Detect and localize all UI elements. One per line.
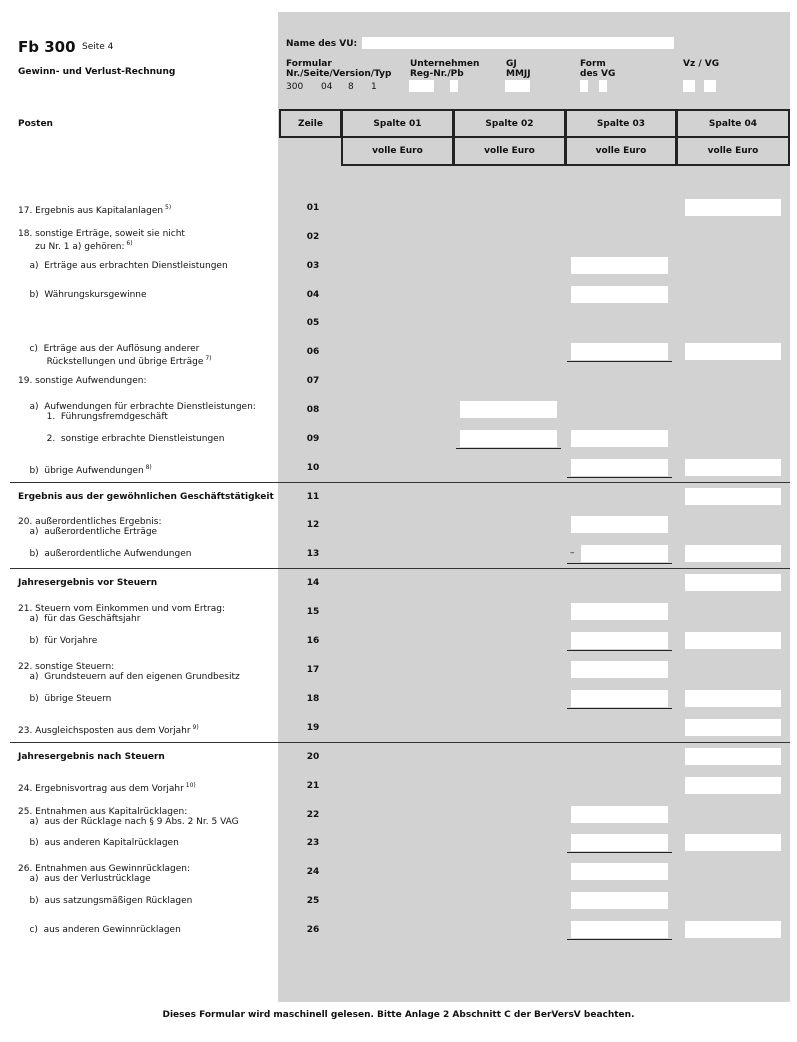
formular-value-nr: 300 [286,82,304,92]
spalte04-header: Spalte 04 [676,109,790,138]
row-label-08: a) Aufwendungen für erbrachte Dienstleistungen: 1. Führungsfremdgeschäft [18,402,256,422]
sum-underline-06 [567,361,672,362]
input-row13-spalte04[interactable] [685,545,781,562]
row-label-14: Jahresergebnis vor Steuern [18,578,158,588]
row-number-04: 04 [306,290,320,300]
input-row10-spalte03[interactable] [571,459,668,476]
input-row10-spalte04[interactable] [685,459,781,476]
input-row17-spalte03[interactable] [571,661,668,678]
input-row26-spalte03[interactable] [571,921,668,938]
row-label-17: 22. sonstige Steuern: a) Grundsteuern auf den eigenen Grundbesitz [18,662,240,682]
sum-underline-26 [567,939,672,940]
row-number-23: 23 [306,838,320,848]
spalte04-unit: volle Euro [676,138,790,166]
input-row20-spalte04[interactable] [685,748,781,765]
row-label-23: b) aus anderen Kapitalrücklagen [18,838,179,848]
row-label-18: b) übrige Steuern [18,694,112,704]
sum-underline-18 [567,708,672,709]
row-label-16: b) für Vorjahre [18,636,98,646]
input-row09-spalte03[interactable] [571,430,668,447]
posten-header: Posten [18,119,53,129]
input-row19-spalte04[interactable] [685,719,781,736]
spalte03-header: Spalte 03 [565,109,677,138]
name-label: Name des VU: [286,39,358,49]
section-separator [10,742,790,743]
sum-underline-10 [567,477,672,478]
row-label-13: b) außerordentliche Aufwendungen [18,549,192,559]
footer-note: Dieses Formular wird maschinell gelesen. Bitte Anlage 2 Abschnitt C der BerVersV beachten. [162,1010,635,1020]
minus-sign: – [570,548,575,558]
unternehmen-label: Unternehmen Reg-Nr./Pb [410,59,480,79]
form-vg-label: Form des VG [580,59,616,79]
row-number-13: 13 [306,549,320,559]
input-row23-spalte04[interactable] [685,834,781,851]
row-number-06: 06 [306,347,320,357]
vg-input[interactable] [704,80,716,92]
formular-value-typ: 1 [371,82,377,92]
input-row12-spalte03[interactable] [571,516,668,533]
input-row08-spalte02[interactable] [460,401,557,418]
input-row18-spalte04[interactable] [685,690,781,707]
form-code: Fb 300 [18,38,76,56]
form-vg-input-2[interactable] [599,80,607,92]
input-row23-spalte03[interactable] [571,834,668,851]
row-number-10: 10 [306,463,320,473]
row-number-15: 15 [306,607,320,617]
formular-value-version: 8 [348,82,354,92]
row-label-12: 20. außerordentliches Ergebnis: a) außerordentliche Erträge [18,517,162,537]
row-number-20: 20 [306,752,320,762]
input-row13-spalte03[interactable] [581,545,668,562]
row-label-21: 24. Ergebnisvortrag aus dem Vorjahr $^{10)}$ [18,782,196,794]
row-number-02: 02 [306,232,320,242]
row-label-04: b) Währungskursgewinne [18,290,147,300]
input-row09-spalte02[interactable] [460,430,557,447]
input-row16-spalte04[interactable] [685,632,781,649]
row-label-22: 25. Entnahmen aus Kapitalrücklagen: a) aus der Rücklage nach § 9 Abs. 2 Nr. 5 VAG [18,807,239,827]
row-number-18: 18 [306,694,320,704]
spalte01-unit: volle Euro [341,138,454,166]
row-number-25: 25 [306,896,320,906]
input-row21-spalte04[interactable] [685,777,781,794]
input-row11-spalte04[interactable] [685,488,781,505]
row-number-14: 14 [306,578,320,588]
form-vg-input-1[interactable] [580,80,588,92]
input-row18-spalte03[interactable] [571,690,668,707]
zeile-header: Zeile [279,109,342,138]
page-label: Seite 4 [82,42,114,52]
formular-label: Formular Nr./Seite/Version/Typ [286,59,392,79]
row-label-01: 17. Ergebnis aus Kapitalanlagen $^{5)}$ [18,204,172,216]
sum-underline-16 [567,650,672,651]
formular-value-seite: 04 [321,82,333,92]
row-number-08: 08 [306,405,320,415]
input-row16-spalte03[interactable] [571,632,668,649]
input-row24-spalte03[interactable] [571,863,668,880]
row-label-07: 19. sonstige Aufwendungen: [18,376,147,386]
input-row26-spalte04[interactable] [685,921,781,938]
sum-underline-13 [567,563,672,564]
row-number-19: 19 [306,723,320,733]
row-label-09: 2. sonstige erbrachte Dienstleistungen [18,434,225,444]
sum-underline-23 [567,852,672,853]
row-label-24: 26. Entnahmen aus Gewinnrücklagen: a) aus der Verlustrücklage [18,864,191,884]
row-label-11: Ergebnis aus der gewöhnlichen Geschäftstätigkeit [18,492,274,502]
input-row03-spalte03[interactable] [571,257,668,274]
input-row22-spalte03[interactable] [571,806,668,823]
row-label-19: 23. Ausgleichsposten aus dem Vorjahr $^{9)}$ [18,724,199,736]
input-row06-spalte03[interactable] [571,343,668,360]
input-row01-spalte04[interactable] [685,199,781,216]
input-row14-spalte04[interactable] [685,574,781,591]
reg-nr-input[interactable] [409,80,434,92]
section-separator [10,482,790,483]
spalte02-header: Spalte 02 [453,109,566,138]
input-row25-spalte03[interactable] [571,892,668,909]
row-label-06: c) Erträge aus der Auflösung anderer Rückstellungen und übrige Erträge $^{7)}$ [18,344,212,367]
input-row06-spalte04[interactable] [685,343,781,360]
row-label-03: a) Erträge aus erbrachten Dienstleistungen [18,261,228,271]
row-label-15: 21. Steuern vom Einkommen und vom Ertrag: a) für das Geschäftsjahr [18,604,226,624]
row-label-25: b) aus satzungsmäßigen Rücklagen [18,896,193,906]
spalte01-header: Spalte 01 [341,109,454,138]
row-number-05: 05 [306,318,320,328]
spalte02-unit: volle Euro [453,138,566,166]
spalte03-unit: volle Euro [565,138,677,166]
sum-underline-09 [456,448,561,449]
row-number-09: 09 [306,434,320,444]
row-label-02: 18. sonstige Erträge, soweit sie nicht zu Nr. 1 a) gehören: $^{6)}$ [18,229,185,252]
row-number-26: 26 [306,925,320,935]
row-label-10: b) übrige Aufwendungen $^{8)}$ [18,464,152,476]
row-number-01: 01 [306,203,320,213]
section-separator [10,568,790,569]
row-number-17: 17 [306,665,320,675]
vz-input[interactable] [683,80,695,92]
gj-label: GJ MMJJ [506,59,531,79]
gj-input[interactable] [505,80,530,92]
vz-vg-label: Vz / VG [683,59,720,69]
name-input[interactable] [362,37,674,49]
row-label-26: c) aus anderen Gewinnrücklagen [18,925,181,935]
row-label-20: Jahresergebnis nach Steuern [18,752,165,762]
form-subtitle: Gewinn- und Verlust-Rechnung [18,67,176,77]
row-number-03: 03 [306,261,320,271]
row-number-24: 24 [306,867,320,877]
row-number-22: 22 [306,810,320,820]
row-number-07: 07 [306,376,320,386]
row-number-21: 21 [306,781,320,791]
pb-input[interactable] [450,80,458,92]
row-number-16: 16 [306,636,320,646]
input-row15-spalte03[interactable] [571,603,668,620]
input-row04-spalte03[interactable] [571,286,668,303]
row-number-12: 12 [306,520,320,530]
row-number-11: 11 [306,492,320,502]
